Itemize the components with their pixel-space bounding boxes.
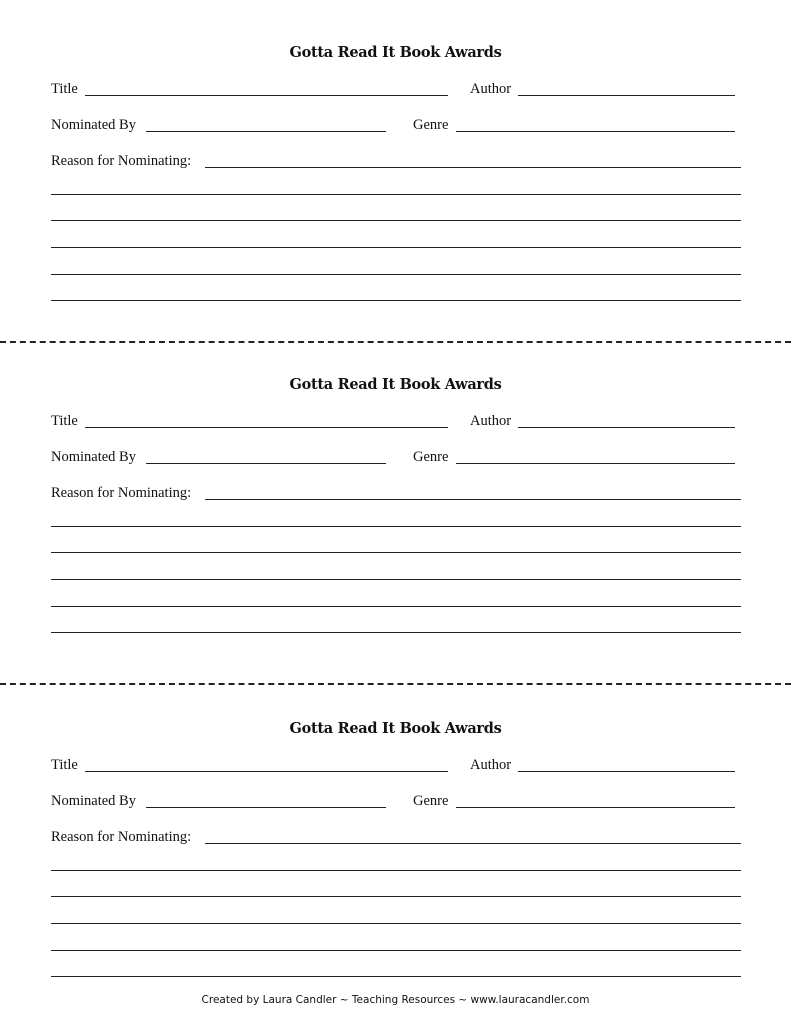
writing-line[interactable] bbox=[51, 579, 741, 580]
cut-line-1 bbox=[0, 341, 791, 343]
nominated-by-label: Nominated By bbox=[51, 117, 136, 133]
author-field[interactable] bbox=[518, 427, 735, 428]
nominated-by-label: Nominated By bbox=[51, 449, 136, 465]
form-title: Gotta Read It Book Awards bbox=[289, 376, 502, 393]
writing-line[interactable] bbox=[51, 220, 741, 221]
writing-line[interactable] bbox=[51, 606, 741, 607]
reason-field[interactable] bbox=[205, 499, 741, 500]
title-label: Title bbox=[51, 413, 78, 429]
writing-line[interactable] bbox=[51, 526, 741, 527]
title-label: Title bbox=[51, 757, 78, 773]
writing-line[interactable] bbox=[51, 976, 741, 977]
reason-field[interactable] bbox=[205, 167, 741, 168]
author-label: Author bbox=[470, 757, 512, 773]
title-field[interactable] bbox=[85, 95, 448, 96]
title-label: Title bbox=[51, 81, 78, 97]
reason-label: Reason for Nominating: bbox=[51, 153, 192, 169]
title-field[interactable] bbox=[85, 427, 448, 428]
author-label: Author bbox=[470, 413, 512, 429]
reason-label: Reason for Nominating: bbox=[51, 485, 192, 501]
genre-label: Genre bbox=[413, 793, 449, 809]
writing-line[interactable] bbox=[51, 194, 741, 195]
writing-line[interactable] bbox=[51, 923, 741, 924]
writing-line[interactable] bbox=[51, 870, 741, 871]
writing-line[interactable] bbox=[51, 274, 741, 275]
title-field[interactable] bbox=[85, 771, 448, 772]
footer-credit: Created by Laura Candler ~ Teaching Resources ~ www.lauracandler.com bbox=[201, 994, 590, 1006]
nominated-by-label: Nominated By bbox=[51, 793, 136, 809]
writing-line[interactable] bbox=[51, 300, 741, 301]
cut-line-2 bbox=[0, 683, 791, 685]
nominated-by-field[interactable] bbox=[146, 807, 386, 808]
writing-line[interactable] bbox=[51, 247, 741, 248]
genre-field[interactable] bbox=[456, 131, 735, 132]
reason-label: Reason for Nominating: bbox=[51, 829, 192, 845]
author-label: Author bbox=[470, 81, 512, 97]
form-title: Gotta Read It Book Awards bbox=[289, 720, 502, 737]
writing-line[interactable] bbox=[51, 552, 741, 553]
nominated-by-field[interactable] bbox=[146, 463, 386, 464]
author-field[interactable] bbox=[518, 95, 735, 96]
author-field[interactable] bbox=[518, 771, 735, 772]
reason-field[interactable] bbox=[205, 843, 741, 844]
genre-label: Genre bbox=[413, 117, 449, 133]
form-title: Gotta Read It Book Awards bbox=[289, 44, 502, 61]
nominated-by-field[interactable] bbox=[146, 131, 386, 132]
genre-field[interactable] bbox=[456, 463, 735, 464]
writing-line[interactable] bbox=[51, 632, 741, 633]
genre-field[interactable] bbox=[456, 807, 735, 808]
writing-line[interactable] bbox=[51, 896, 741, 897]
genre-label: Genre bbox=[413, 449, 449, 465]
writing-line[interactable] bbox=[51, 950, 741, 951]
